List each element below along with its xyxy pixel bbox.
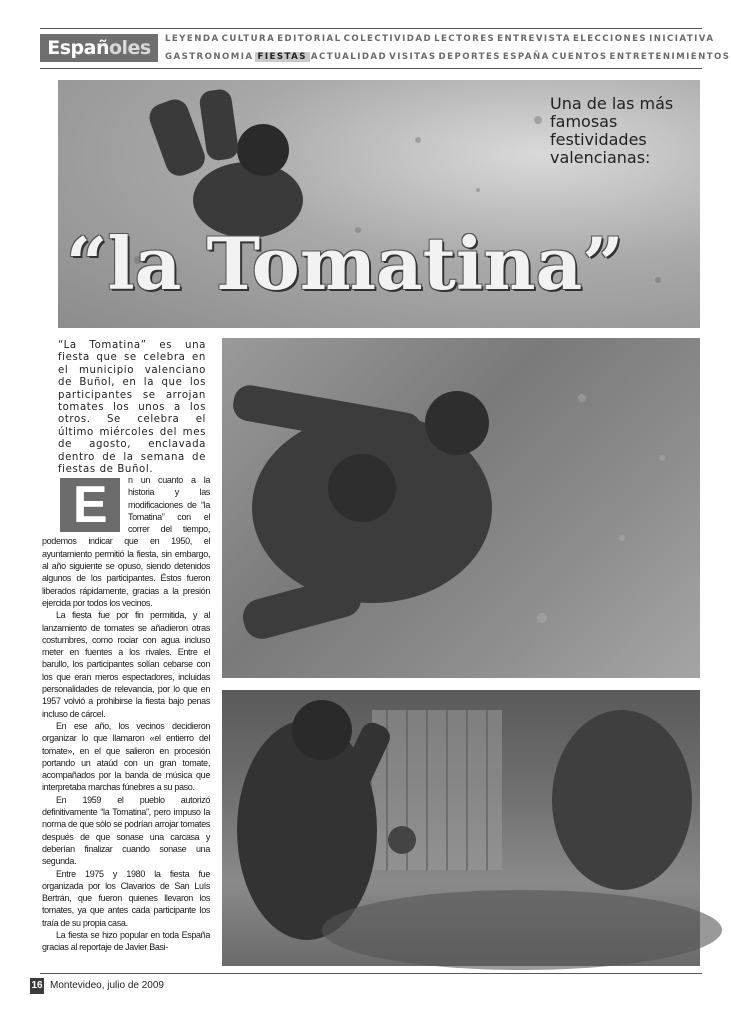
header-bottom-rule [40, 68, 702, 69]
article-title: “la Tomatina” [66, 221, 624, 306]
intro-paragraph: “La Tomatina” es una fiesta que se celebra en el municipio valenciano de Buñol, en la que los participantes se arrojan tomates los unos a los otros. Se celebra el último miércoles del mes de agosto, enclavada dentro de la semana de fiestas de Buñol. [58, 340, 206, 476]
nav-item-lectores[interactable]: LECTORES [434, 34, 496, 44]
section-nav-row-1 [164, 32, 715, 46]
photo-crowd-in-tomato [222, 690, 700, 966]
article-paragraph: La fiesta se hizo popular en toda España gracias al reportaje de Javier Basi- [42, 929, 210, 953]
photo-2-figure [222, 690, 700, 966]
article-paragraph: La fiesta fue por fin permitida, y al lanzamiento de tomates se añadieron otras costumbres, como rociar con agua incluso meter en fuentes a los rivales. Entre el barullo, los participantes solían cebarse con los que eran meros espectadores, incluidas personalidades de relevancia, por lo que en 1957 volvió a prohibirse la fiesta bajo penas incluso de cárcel. [42, 610, 210, 719]
photo-wrestling-in-tomato [222, 338, 700, 678]
nav-item-iniciativa[interactable]: INICIATIVA [649, 34, 715, 44]
nav-item-entretenimientos[interactable]: ENTRETENIMIENTOS [609, 52, 731, 62]
nav-item-elecciones[interactable]: ELECCIONES [572, 34, 648, 44]
logo-text: Españ [47, 37, 109, 59]
nav-item-gastronomia[interactable]: GASTRONOMIA [165, 52, 254, 62]
nav-item-visitas[interactable]: VISITAS [389, 52, 437, 62]
nav-item-actualidad[interactable]: ACTUALIDAD [310, 52, 388, 62]
page-number: 16 [30, 978, 44, 994]
article-paragraph: n un cuanto a la historia y las modificaciones de “la Tomatina” con el correr del tiempo, podemos indicar que en 1950, el ayuntamiento permitió la fiesta, sin embargo, al año siguiente se opuso, siendo detenidos algunos de los participantes. Éstos fueron liberados rápidamente, gracias a la presión ejercida por todos los vecinos. [42, 475, 210, 608]
section-nav-row-2 [164, 50, 731, 64]
drop-cap: E [60, 478, 120, 532]
nav-item-leyenda[interactable]: LEYENDA [165, 34, 220, 44]
logo-text-accent: oles [108, 37, 151, 59]
photo-1-figure [222, 338, 700, 678]
article-paragraph: Entre 1975 y 1980 la fiesta fue organizada por los Clavarios de San Luís Bertrán, que fueron quienes llevaron los tomates, ya que antes cada participante los traía de su propia casa. [42, 868, 210, 928]
publication-logo[interactable] [40, 34, 158, 62]
footer-rule [40, 973, 702, 974]
nav-item-entrevista[interactable]: ENTREVISTA [497, 34, 571, 44]
header-top-rule [40, 28, 702, 29]
nav-item-deportes[interactable]: DEPORTES [438, 52, 501, 62]
article-paragraph: En 1959 el pueblo autorizó definitivamente “la Tomatina”, pero impuso la norma de que sólo se podrían arrojar tomates después de que sonase una carcasa y deberían finalizar cuando sonase una segunda. [42, 794, 210, 867]
article-paragraph: En ese año, los vecinos decidieron organizar lo que llamaron «el entierro del tomate», en el que salieron en procesión portando un ataúd con un gran tomate, acompañados por la banda de música que interpretaba marchas fúnebres a su paso. [42, 720, 210, 793]
hero-caption: Una de las más famosas festividades valencianas: [550, 94, 674, 167]
nav-item-cultura[interactable]: CULTURA [221, 34, 276, 44]
nav-item-fiestas[interactable]: FIESTAS [255, 52, 310, 62]
article-body [42, 474, 210, 971]
footer-dateline: Montevideo, julio de 2009 [50, 980, 164, 991]
nav-item-editorial[interactable]: EDITORIAL [277, 34, 342, 44]
nav-item-colectividad[interactable]: COLECTIVIDAD [343, 34, 433, 44]
nav-item-españa[interactable]: ESPAÑA [502, 52, 550, 62]
nav-item-cuentos[interactable]: CUENTOS [551, 52, 608, 62]
